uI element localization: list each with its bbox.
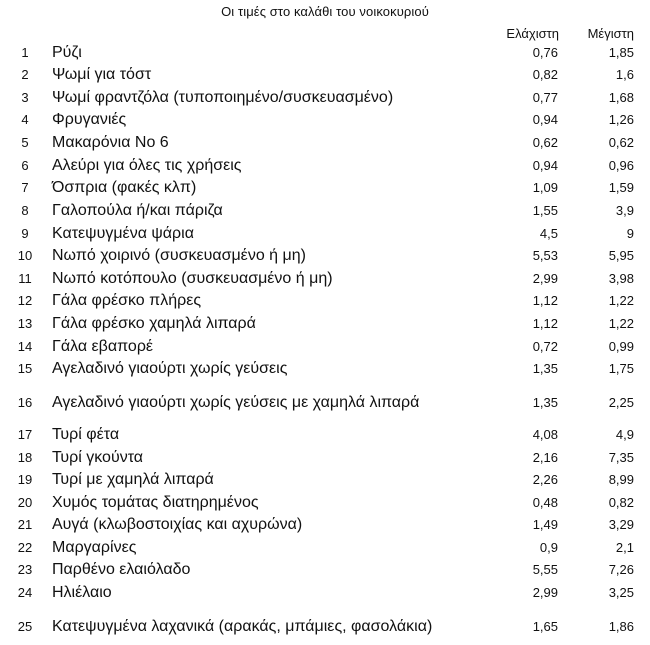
max-price: 1,22	[608, 316, 634, 331]
max-price: 0,62	[608, 135, 634, 150]
max-price: 8,99	[608, 472, 634, 487]
min-price: 1,55	[532, 203, 558, 218]
max-price: 0,96	[608, 158, 634, 173]
product-name: Τυρί φέτα	[52, 426, 120, 443]
product-name: Μαργαρίνες	[52, 539, 137, 556]
row-number: 19	[17, 472, 33, 487]
row-number: 23	[17, 562, 33, 577]
max-price: 7,35	[608, 450, 634, 465]
column-header-min: Ελάχιστη	[506, 26, 559, 41]
product-name: Αγελαδινό γιαούρτι χωρίς γεύσεις με χαμηλά λιπαρά	[52, 394, 420, 411]
product-name: Γάλα φρέσκο πλήρες	[52, 292, 202, 309]
product-name: Γάλα εβαπορέ	[52, 338, 154, 355]
table-row	[0, 290, 650, 312]
product-name: Ψωμί φραντζόλα (τυποποιημένο/συσκευασμένο)	[52, 89, 394, 106]
table-row	[0, 200, 650, 222]
max-price: 1,6	[615, 67, 634, 82]
product-name: Γαλοπούλα ή/και πάριζα	[52, 202, 223, 219]
min-price: 1,12	[532, 293, 558, 308]
row-number: 5	[21, 135, 29, 150]
table-row	[0, 492, 650, 514]
min-price: 0,62	[532, 135, 558, 150]
product-name: Μακαρόνια Νο 6	[52, 134, 169, 151]
row-number: 9	[21, 226, 29, 241]
row-number: 7	[21, 180, 29, 195]
min-price: 0,94	[532, 112, 558, 127]
row-number: 20	[17, 495, 33, 510]
row-number: 22	[17, 540, 33, 555]
max-price: 5,95	[608, 248, 634, 263]
product-name: Φρυγανιές	[52, 111, 127, 128]
row-number: 25	[17, 619, 33, 634]
min-price: 0,9	[539, 540, 558, 555]
max-price: 1,86	[608, 619, 634, 634]
row-number: 2	[21, 67, 29, 82]
table-row	[0, 177, 650, 199]
product-name: Αγελαδινό γιαούρτι χωρίς γεύσεις	[52, 360, 288, 377]
column-header-max: Μέγιστη	[587, 26, 634, 41]
table-row	[0, 469, 650, 491]
min-price: 0,94	[532, 158, 558, 173]
max-price: 1,68	[608, 90, 634, 105]
max-price: 3,9	[615, 203, 634, 218]
product-name: Κατεψυγμένα λαχανικά (αρακάς, μπάμιες, φασολάκια)	[52, 618, 433, 635]
table-row	[0, 537, 650, 559]
product-name: Αυγά (κλωβοστοιχίας και αχυρώνα)	[52, 516, 303, 533]
table-row	[0, 109, 650, 131]
table-row	[0, 424, 650, 446]
max-price: 2,1	[615, 540, 634, 555]
max-price: 1,75	[608, 361, 634, 376]
row-number: 12	[17, 293, 33, 308]
product-name: Γάλα φρέσκο χαμηλά λιπαρά	[52, 315, 256, 332]
max-price: 3,98	[608, 271, 634, 286]
max-price: 4,9	[615, 427, 634, 442]
min-price: 1,09	[532, 180, 558, 195]
product-name: Παρθένο ελαιόλαδο	[52, 561, 191, 578]
page-title: Οι τιμές στο καλάθι του νοικοκυριού	[221, 4, 429, 19]
row-number: 1	[21, 45, 29, 60]
min-price: 2,99	[532, 271, 558, 286]
min-price: 5,55	[532, 562, 558, 577]
row-number: 3	[21, 90, 29, 105]
product-name: Όσπρια (φακές κλπ)	[52, 179, 197, 196]
row-number: 18	[17, 450, 33, 465]
min-price: 1,12	[532, 316, 558, 331]
min-price: 0,48	[532, 495, 558, 510]
row-number: 6	[21, 158, 29, 173]
product-name: Κατεψυγμένα ψάρια	[52, 225, 194, 242]
max-price: 0,99	[608, 339, 634, 354]
min-price: 1,65	[532, 619, 558, 634]
table-row	[0, 155, 650, 177]
max-price: 0,82	[608, 495, 634, 510]
min-price: 0,72	[532, 339, 558, 354]
min-price: 4,5	[539, 226, 558, 241]
min-price: 0,77	[532, 90, 558, 105]
min-price: 0,82	[532, 67, 558, 82]
table-row	[0, 582, 650, 604]
table-row	[0, 616, 650, 638]
max-price: 7,26	[608, 562, 634, 577]
min-price: 1,35	[532, 361, 558, 376]
product-name: Τυρί γκούντα	[52, 449, 144, 466]
row-number: 16	[17, 395, 33, 410]
table-row	[0, 358, 650, 380]
max-price: 3,29	[608, 517, 634, 532]
product-name: Αλεύρι για όλες τις χρήσεις	[52, 157, 242, 174]
min-price: 2,16	[532, 450, 558, 465]
min-price: 4,08	[532, 427, 558, 442]
min-price: 2,26	[532, 472, 558, 487]
table-row	[0, 559, 650, 581]
min-price: 2,99	[532, 585, 558, 600]
table-row	[0, 132, 650, 154]
max-price: 2,25	[608, 395, 634, 410]
row-number: 10	[17, 248, 33, 263]
product-name: Νωπό κοτόπουλο (συσκευασμένο ή μη)	[52, 270, 333, 287]
max-price: 1,85	[608, 45, 634, 60]
product-name: Νωπό χοιρινό (συσκευασμένο ή μη)	[52, 247, 306, 264]
row-number: 17	[17, 427, 33, 442]
min-price: 1,35	[532, 395, 558, 410]
product-name: Ψωμί για τόστ	[52, 66, 152, 83]
row-number: 24	[17, 585, 33, 600]
row-number: 4	[21, 112, 29, 127]
table-row	[0, 64, 650, 86]
product-name: Ηλιέλαιο	[52, 584, 112, 601]
product-name: Τυρί με χαμηλά λιπαρά	[52, 471, 214, 488]
min-price: 0,76	[532, 45, 558, 60]
table-row	[0, 313, 650, 335]
min-price: 1,49	[532, 517, 558, 532]
table-row	[0, 514, 650, 536]
table-row	[0, 223, 650, 245]
table-row	[0, 447, 650, 469]
max-price: 3,25	[608, 585, 634, 600]
row-number: 15	[17, 361, 33, 376]
table-row	[0, 42, 650, 64]
table-row	[0, 87, 650, 109]
min-price: 5,53	[532, 248, 558, 263]
row-number: 13	[17, 316, 33, 331]
table-row	[0, 268, 650, 290]
table-row	[0, 392, 650, 414]
row-number: 14	[17, 339, 33, 354]
product-name: Ρύζι	[52, 44, 82, 61]
max-price: 9	[626, 226, 634, 241]
table-row	[0, 336, 650, 358]
row-number: 21	[17, 517, 33, 532]
max-price: 1,26	[608, 112, 634, 127]
table-row	[0, 245, 650, 267]
row-number: 8	[21, 203, 29, 218]
product-name: Χυμός τομάτας διατηρημένος	[52, 494, 259, 511]
max-price: 1,59	[608, 180, 634, 195]
row-number: 11	[18, 271, 32, 286]
max-price: 1,22	[608, 293, 634, 308]
